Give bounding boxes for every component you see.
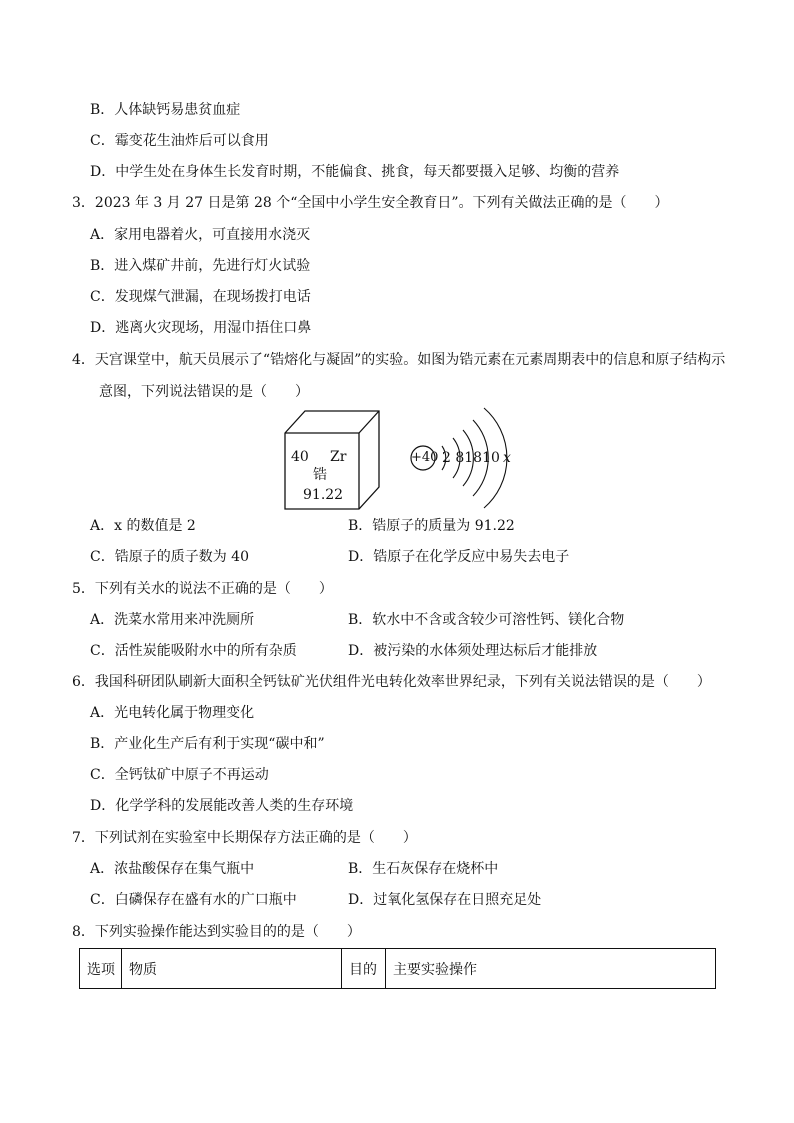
option-label: A． bbox=[90, 705, 115, 721]
option-text: 发现煤气泄漏，在现场拨打电话 bbox=[114, 289, 311, 305]
option-text: 锆原子的质量为 91.22 bbox=[372, 518, 515, 534]
q6-option-b bbox=[90, 734, 325, 754]
option-text: 逃离火灾现场，用湿巾捂住口鼻 bbox=[115, 320, 312, 336]
option-text: 中学生处在身体生长发育时期，不能偏食、挑食，每天都要摄入足够、均衡的营养 bbox=[115, 164, 620, 180]
option-text: 进入煤矿井前，先进行灯火试验 bbox=[114, 258, 311, 274]
q8-stem: 8．下列实验操作能达到实验目的的是（ ） bbox=[72, 924, 361, 940]
option-text: 霉变花生油炸后可以食用 bbox=[114, 133, 269, 149]
q5-stem: 5．下列有关水的说法不正确的是（ ） bbox=[72, 581, 333, 597]
q6-option-a bbox=[90, 703, 254, 723]
q3-option-a bbox=[90, 225, 310, 245]
q6-stem: 6．我国科研团队刷新大面积全钙钛矿光伏组件光电转化效率世界纪录，下列有关说法错误的是（ ） bbox=[72, 674, 711, 690]
option-text: 软水中不含或含较少可溶性钙、镁化合物 bbox=[372, 612, 625, 628]
q6-option-c bbox=[90, 765, 269, 785]
option-label: D． bbox=[90, 798, 116, 814]
option-label: D． bbox=[348, 892, 374, 908]
option-text: 产业化生产后有利于实现“碳中和” bbox=[114, 736, 325, 752]
option-text: 白磷保存在盛有水的广口瓶中 bbox=[114, 892, 297, 908]
option-text: 生石灰保存在烧杯中 bbox=[372, 861, 499, 877]
option-text: 被污染的水体须处理达标后才能排放 bbox=[373, 643, 598, 659]
q5-option-a bbox=[90, 610, 254, 630]
q3-stem: 3．2023 年 3 月 27 日是第 28 个“全国中小学生安全教育日”。下列有关做法正确的是（ ） bbox=[72, 195, 669, 211]
q2-option-b bbox=[90, 100, 240, 120]
periodic-table-cell bbox=[282, 407, 382, 512]
q4-stem-continued: 意图，下列说法错误的是（ ） bbox=[99, 384, 309, 400]
electron-shells: 2 81810 bbox=[442, 450, 500, 466]
nucleus-charge: +40 bbox=[411, 450, 439, 465]
q7-option-a bbox=[90, 859, 254, 879]
q5-option-c bbox=[90, 641, 297, 661]
q7-option-c bbox=[90, 890, 297, 910]
option-label: C． bbox=[90, 767, 115, 783]
option-label: A． bbox=[90, 612, 115, 628]
q7-option-b bbox=[348, 859, 498, 879]
option-text: 家用电器着火，可直接用水浇灭 bbox=[114, 227, 311, 243]
atomic-number: 40 bbox=[291, 449, 309, 465]
q3-option-c bbox=[90, 287, 311, 307]
q2-option-d bbox=[90, 162, 619, 182]
option-text: 全钙钛矿中原子不再运动 bbox=[114, 767, 269, 783]
table-header-cell: 目的 bbox=[342, 949, 386, 989]
option-label: D． bbox=[348, 549, 374, 565]
q4-option-c bbox=[90, 547, 249, 567]
q7-option-d bbox=[348, 890, 541, 910]
option-label: B． bbox=[90, 258, 115, 274]
option-text: 光电转化属于物理变化 bbox=[114, 705, 255, 721]
option-label: C． bbox=[90, 892, 115, 908]
option-text: 锆原子的质子数为 40 bbox=[114, 549, 249, 565]
option-text: 人体缺钙易患贫血症 bbox=[114, 102, 241, 118]
element-name: 锆 bbox=[313, 467, 327, 483]
option-label: C． bbox=[90, 549, 115, 565]
option-text: 浓盐酸保存在集气瓶中 bbox=[114, 861, 255, 877]
option-text: 化学学科的发展能改善人类的生存环境 bbox=[115, 798, 354, 814]
option-text: x 的数值是 2 bbox=[114, 518, 196, 534]
q3-option-d bbox=[90, 318, 311, 338]
option-text: 洗菜水常用来冲洗厕所 bbox=[114, 612, 255, 628]
option-text: 过氧化氢保存在日照充足处 bbox=[373, 892, 542, 908]
option-label: A． bbox=[90, 518, 115, 534]
q7-stem: 7．下列试剂在实验室中长期保存方法正确的是（ ） bbox=[72, 830, 417, 846]
atomic-structure-diagram bbox=[405, 402, 523, 514]
option-label: A． bbox=[90, 227, 115, 243]
option-text: 活性炭能吸附水中的所有杂质 bbox=[114, 643, 297, 659]
option-label: D． bbox=[348, 643, 374, 659]
q2-option-c bbox=[90, 131, 269, 151]
q4-option-d bbox=[348, 547, 569, 567]
option-label: B． bbox=[90, 102, 115, 118]
table-header-row bbox=[80, 949, 716, 989]
q5-option-d bbox=[348, 641, 597, 661]
table-header-cell: 物质 bbox=[122, 949, 342, 989]
option-label: B． bbox=[348, 612, 373, 628]
option-label: C． bbox=[90, 643, 115, 659]
option-label: A． bbox=[90, 861, 115, 877]
q4-option-b bbox=[348, 516, 515, 536]
q4-option-a bbox=[90, 516, 196, 536]
q6-option-d bbox=[90, 796, 353, 816]
option-label: D． bbox=[90, 164, 116, 180]
option-label: B． bbox=[348, 518, 373, 534]
q4-stem: 4．天宫课堂中，航天员展示了“锆熔化与凝固”的实验。如图为锆元素在元素周期表中的信息和原子结构示 bbox=[72, 352, 726, 368]
q5-option-b bbox=[348, 610, 624, 630]
table-header-cell: 选项 bbox=[80, 949, 122, 989]
table-header-cell: 主要实验操作 bbox=[386, 949, 716, 989]
experiment-table bbox=[79, 948, 716, 989]
option-label: C． bbox=[90, 289, 115, 305]
option-label: C． bbox=[90, 133, 115, 149]
option-label: D． bbox=[90, 320, 116, 336]
outer-shell-x: x bbox=[503, 450, 511, 466]
element-symbol: Zr bbox=[330, 449, 347, 465]
option-label: B． bbox=[348, 861, 373, 877]
option-text: 锆原子在化学反应中易失去电子 bbox=[373, 549, 570, 565]
option-label: B． bbox=[90, 736, 115, 752]
atomic-mass: 91.22 bbox=[303, 487, 344, 503]
q3-option-b bbox=[90, 256, 310, 276]
